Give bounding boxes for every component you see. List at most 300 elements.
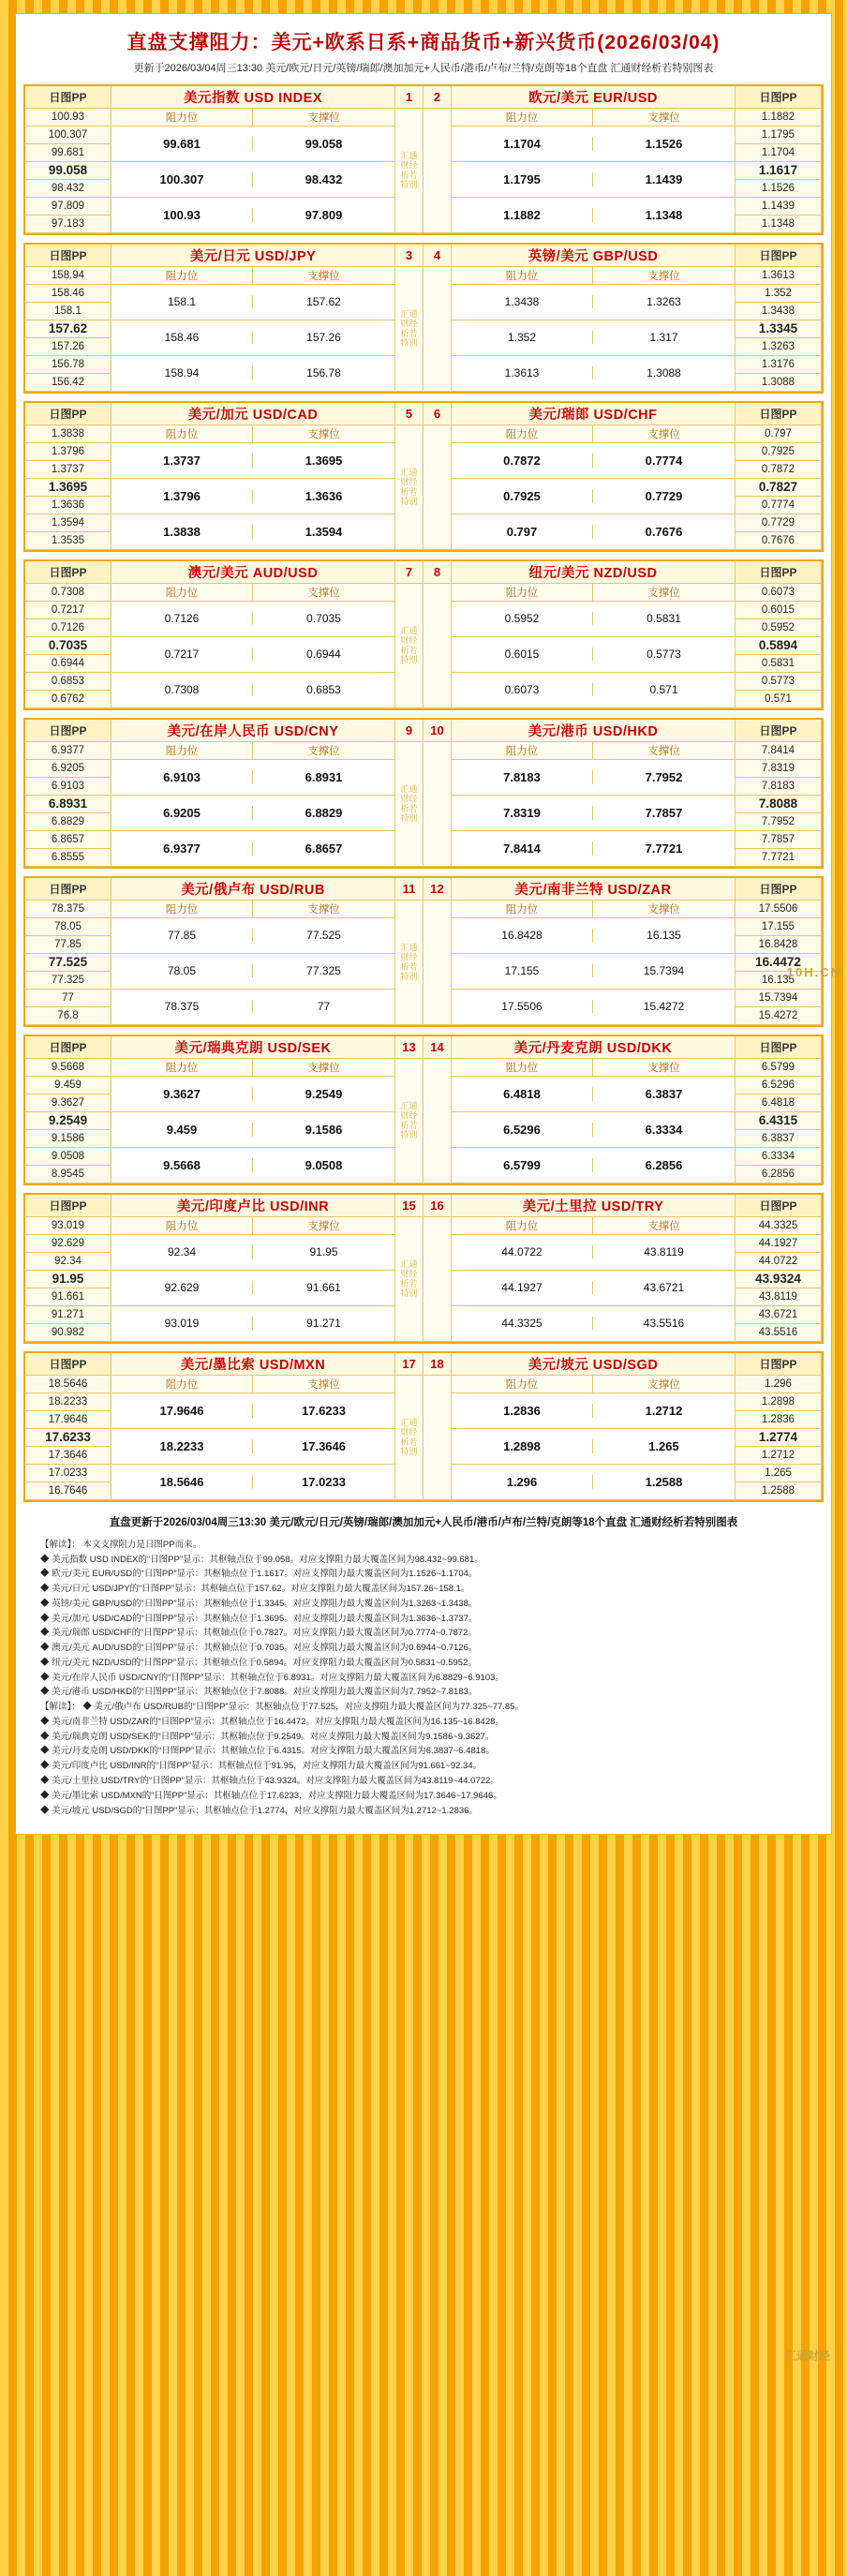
- pp-value: 0.7308: [25, 584, 111, 602]
- spacer-left: [395, 742, 424, 867]
- pp-value: 17.6233: [25, 1429, 111, 1447]
- sub-header-right: [452, 109, 736, 127]
- note-line: ◆ 美元/在岸人民币 USD/CNY的“日图PP”显示：其枢轴点位于6.8931。对应支撑阻力最大覆盖区间为6.8829~6.9103。: [40, 1672, 504, 1683]
- pp-value: 1.1704: [736, 144, 822, 162]
- level-row: [111, 637, 395, 673]
- level-row: [111, 1235, 395, 1271]
- level-row: [111, 1465, 395, 1500]
- pair-number-right: 12: [424, 878, 452, 901]
- support-value: 91.271: [253, 1317, 394, 1330]
- sub-header-left: [111, 742, 395, 760]
- page-subtitle: [23, 61, 824, 84]
- support-label: 支撑位: [307, 903, 340, 916]
- resistance-value: 18.5646: [111, 1475, 253, 1489]
- sub-header-right: [452, 267, 736, 285]
- note-line: ◆ 美元/墨比索 USD/MXN的“日图PP”显示：其枢轴点位于17.6233，对应支撑阻力最大覆盖区间为17.3646~17.9646。: [40, 1790, 502, 1801]
- block-list: [23, 84, 824, 1502]
- resistance-value: 100.307: [111, 172, 253, 186]
- resistance-label: 阻力位: [452, 425, 593, 442]
- pair-number-left: 5: [395, 403, 424, 425]
- spacer-left: [395, 1217, 424, 1342]
- spacer-right: [424, 109, 452, 233]
- watermark-text: 汇通财经 析若特别: [400, 1258, 418, 1298]
- pp-value: 1.3263: [736, 338, 822, 356]
- level-row: [452, 356, 736, 392]
- pp-value: 16.8428: [736, 936, 822, 954]
- level-row: [111, 1077, 395, 1112]
- spacer-right: [424, 901, 452, 1025]
- resistance-label: 阻力位: [111, 901, 253, 917]
- pp-value: 1.3695: [25, 479, 111, 497]
- pp-value: 6.3334: [736, 1148, 822, 1166]
- resistance-value: 16.8428: [452, 929, 593, 942]
- pp-header-right: 日图PP: [736, 403, 822, 425]
- pp-value: 98.432: [25, 180, 111, 198]
- resistance-value: 7.8319: [452, 806, 593, 820]
- spacer-right: [424, 1376, 452, 1500]
- spacer-left: [395, 267, 424, 392]
- note-line: ◆ 美元/南非兰特 USD/ZAR的“日图PP”显示：其枢轴点位于16.4472。对应支撑阻力最大覆盖区间为16.135~16.8428。: [40, 1716, 504, 1727]
- level-row: [452, 954, 736, 990]
- spacer-right: [424, 584, 452, 708]
- pp-value: 17.155: [736, 918, 822, 936]
- resistance-value: 44.0722: [452, 1245, 593, 1258]
- resistance-value: 44.3325: [452, 1317, 593, 1330]
- pair-number-left: 17: [395, 1353, 424, 1376]
- pp-value: 0.6853: [25, 673, 111, 691]
- resistance-value: 6.5799: [452, 1158, 593, 1172]
- watermark-text: 汇通财经 析若特别: [400, 1417, 418, 1456]
- pp-header-right: 日图PP: [736, 1036, 822, 1059]
- resistance-value: 93.019: [111, 1317, 253, 1330]
- resistance-label: 阻力位: [452, 1217, 593, 1234]
- resistance-value: 1.1795: [452, 172, 593, 186]
- spacer-right: [424, 742, 452, 867]
- pp-header-left: 日图PP: [25, 720, 111, 742]
- support-value: 157.26: [253, 331, 394, 344]
- pp-value: 91.661: [25, 1288, 111, 1306]
- resistance-value: 17.5506: [452, 1000, 593, 1013]
- pp-value: 78.05: [25, 918, 111, 936]
- sub-header-right: [452, 901, 736, 918]
- level-row: [111, 760, 395, 796]
- support-label: 支撑位: [307, 1062, 340, 1074]
- pp-value: 1.2712: [736, 1447, 822, 1465]
- resistance-value: 158.1: [111, 295, 253, 308]
- pp-value: 0.5894: [736, 637, 822, 655]
- sub-header-right: [452, 1376, 736, 1393]
- support-label: 支撑位: [307, 1378, 340, 1391]
- pp-value: 1.3796: [25, 443, 111, 461]
- pair-number-left: 13: [395, 1036, 424, 1059]
- pair-number-left: 3: [395, 245, 424, 267]
- level-row: [111, 602, 395, 637]
- resistance-value: 44.1927: [452, 1281, 593, 1294]
- level-row: [111, 1271, 395, 1306]
- level-row: [111, 1393, 395, 1429]
- level-row: [111, 198, 395, 233]
- resistance-value: 1.2836: [452, 1404, 593, 1418]
- support-label: 支撑位: [647, 1062, 680, 1074]
- support-value: 97.809: [253, 208, 394, 222]
- level-row: [452, 990, 736, 1025]
- support-value: 0.5773: [593, 648, 735, 661]
- pair-number-right: 18: [424, 1353, 452, 1376]
- spacer-right: [424, 267, 452, 392]
- support-value: 43.5516: [593, 1317, 735, 1330]
- pp-value: 7.8088: [736, 796, 822, 813]
- pp-value: 9.1586: [25, 1130, 111, 1148]
- pp-value: 44.3325: [736, 1217, 822, 1235]
- sub-header-left: [111, 1376, 395, 1393]
- pair-number-right: 4: [424, 245, 452, 267]
- level-row: [452, 1429, 736, 1465]
- resistance-value: 1.1704: [452, 137, 593, 151]
- level-row: [111, 127, 395, 162]
- support-value: 0.6853: [253, 683, 394, 696]
- sub-header-right: [452, 1217, 736, 1235]
- watermark-text: 汇通财经 析若特别: [400, 150, 418, 189]
- resistance-value: 1.3438: [452, 295, 593, 308]
- pair-title-right: 美元/南非兰特 USD/ZAR: [452, 878, 736, 901]
- sub-header-right: [452, 742, 736, 760]
- level-row: [452, 1235, 736, 1271]
- pp-value: 99.681: [25, 144, 111, 162]
- pp-value: 15.7394: [736, 990, 822, 1007]
- resistance-value: 78.05: [111, 964, 253, 977]
- level-row: [452, 637, 736, 673]
- pp-value: 6.9103: [25, 778, 111, 796]
- resistance-value: 158.94: [111, 366, 253, 380]
- pp-value: 1.296: [736, 1376, 822, 1393]
- pair-title-left: 美元/瑞典克朗 USD/SEK: [111, 1036, 395, 1059]
- resistance-label: 阻力位: [452, 267, 593, 284]
- pp-value: 1.3176: [736, 356, 822, 374]
- pair-number-left: 15: [395, 1195, 424, 1217]
- resistance-value: 9.3627: [111, 1087, 253, 1101]
- pp-value: 1.2898: [736, 1393, 822, 1411]
- note-line: ◆ 美元/港币 USD/HKD的“日图PP”显示：其枢轴点位于7.8088。对应支撑阻力最大覆盖区间为7.7952~7.8183。: [40, 1687, 478, 1698]
- resistance-label: 阻力位: [111, 109, 253, 126]
- pp-value: 43.8119: [736, 1288, 822, 1306]
- pair-number-right: 16: [424, 1195, 452, 1217]
- level-row: [452, 673, 736, 708]
- pp-value: 7.7721: [736, 849, 822, 867]
- level-row: [111, 443, 395, 479]
- brand-watermark: 10H.CN: [786, 965, 841, 979]
- level-row: [452, 796, 736, 831]
- pp-value: 16.4472: [736, 954, 822, 972]
- pp-value: 1.1795: [736, 127, 822, 144]
- pair-block: [23, 718, 824, 869]
- support-value: 17.6233: [253, 1404, 394, 1418]
- pp-value: 17.0233: [25, 1465, 111, 1482]
- watermark-text: 汇通财经 析若特别: [400, 783, 418, 823]
- resistance-value: 9.459: [111, 1123, 253, 1137]
- pp-value: 1.1439: [736, 198, 822, 216]
- spacer-left: [395, 425, 424, 550]
- pp-value: 6.2856: [736, 1166, 822, 1184]
- note-line: ◆ 美元/印度卢比 USD/INR的“日图PP”显示：其枢轴点位于91.95，对应支撑阻力最大覆盖区间为91.661~92.34。: [40, 1761, 483, 1772]
- resistance-value: 1.352: [452, 331, 593, 344]
- pp-value: 0.7729: [736, 514, 822, 532]
- spacer-left: [395, 1059, 424, 1184]
- support-value: 9.2549: [253, 1087, 394, 1101]
- watermark-text: 汇通财经 析若特别: [400, 625, 418, 664]
- note-line: ◆ 美元/丹麦克朗 USD/DKK的“日图PP”显示：其枢轴点位于6.4315。对应支撑阻力最大覆盖区间为6.3837~6.4818。: [40, 1746, 495, 1757]
- pp-value: 0.6944: [25, 655, 111, 673]
- pp-value: 97.183: [25, 216, 111, 233]
- pp-header-left: 日图PP: [25, 1353, 111, 1376]
- resistance-value: 7.8183: [452, 770, 593, 784]
- level-row: [452, 443, 736, 479]
- pp-value: 18.5646: [25, 1376, 111, 1393]
- level-row: [111, 1148, 395, 1184]
- support-value: 6.2856: [593, 1158, 735, 1172]
- support-label: 支撑位: [647, 1378, 680, 1391]
- pp-value: 0.7217: [25, 602, 111, 619]
- pp-value: 157.26: [25, 338, 111, 356]
- pp-value: 0.7126: [25, 619, 111, 637]
- level-row: [111, 831, 395, 867]
- pp-value: 43.6721: [736, 1306, 822, 1324]
- pp-value: 1.3535: [25, 532, 111, 550]
- support-label: 支撑位: [647, 428, 680, 440]
- spacer-right: [424, 1059, 452, 1184]
- resistance-label: 阻力位: [452, 901, 593, 917]
- support-value: 0.7035: [253, 612, 394, 625]
- pp-value: 1.3438: [736, 303, 822, 320]
- resistance-value: 6.5296: [452, 1123, 593, 1137]
- level-row: [452, 320, 736, 356]
- resistance-value: 0.7308: [111, 683, 253, 696]
- support-value: 43.6721: [593, 1281, 735, 1294]
- resistance-value: 18.2233: [111, 1439, 253, 1453]
- level-row: [111, 990, 395, 1025]
- pp-value: 100.307: [25, 127, 111, 144]
- subtitle-text: 美元/欧元/日元/英镑/瑞郎/澳加加元+人民币/港币/卢布/兰特/克朗等18个直盘 汇通财经析若特别图表: [265, 63, 714, 74]
- sub-header-left: [111, 109, 395, 127]
- pair-number-left: 7: [395, 561, 424, 584]
- pp-value: 0.797: [736, 425, 822, 443]
- pair-number-right: 8: [424, 561, 452, 584]
- pair-block: [23, 84, 824, 235]
- pp-value: 9.459: [25, 1077, 111, 1094]
- pair-block: [23, 1035, 824, 1185]
- resistance-value: 1.3737: [111, 454, 253, 468]
- resistance-value: 7.8414: [452, 841, 593, 856]
- page-title: 直盘支撑阻力：美元+欧系日系+商品货币+新兴货币(2026/03/04): [126, 32, 721, 53]
- resistance-label: 阻力位: [111, 267, 253, 284]
- level-row: [452, 198, 736, 233]
- pp-value: 7.7857: [736, 831, 822, 849]
- level-row: [111, 918, 395, 954]
- spacer-left: [395, 1376, 424, 1500]
- pp-value: 1.2836: [736, 1411, 822, 1429]
- support-value: 6.8829: [253, 806, 394, 820]
- pp-value: 6.8829: [25, 813, 111, 831]
- pp-value: 7.7952: [736, 813, 822, 831]
- pp-header-right: 日图PP: [736, 1353, 822, 1376]
- resistance-value: 0.6015: [452, 648, 593, 661]
- note-line: ◆ 英镑/美元 GBP/USD的“日图PP”显示：其枢轴点位于1.3345。对应支撑阻力最大覆盖区间为1.3263~1.3438。: [40, 1598, 478, 1609]
- level-row: [452, 1148, 736, 1184]
- pp-value: 157.62: [25, 320, 111, 338]
- pp-value: 0.6015: [736, 602, 822, 619]
- pp-value: 7.8183: [736, 778, 822, 796]
- pp-value: 6.4818: [736, 1094, 822, 1112]
- pp-value: 0.7827: [736, 479, 822, 497]
- level-row: [452, 1271, 736, 1306]
- resistance-value: 0.7925: [452, 489, 593, 503]
- support-label: 支撑位: [307, 1220, 340, 1232]
- support-value: 99.058: [253, 137, 394, 151]
- pair-number-left: 1: [395, 86, 424, 109]
- pp-value: 100.93: [25, 109, 111, 127]
- support-value: 9.1586: [253, 1123, 394, 1137]
- level-row: [111, 1429, 395, 1465]
- note-line: 【解读】： 本文支撑阻力是日图PP而来。: [40, 1539, 202, 1550]
- support-label: 支撑位: [647, 587, 680, 599]
- spacer-left: [395, 901, 424, 1025]
- pp-value: 17.9646: [25, 1411, 111, 1429]
- pair-title-right: 美元/丹麦克朗 USD/DKK: [452, 1036, 736, 1059]
- resistance-label: 阻力位: [111, 584, 253, 601]
- pp-value: 17.5506: [736, 901, 822, 918]
- spacer-left: [395, 109, 424, 233]
- support-value: 156.78: [253, 366, 394, 380]
- resistance-label: 阻力位: [452, 742, 593, 759]
- pp-value: 1.1526: [736, 180, 822, 198]
- note-line: ◆ 美元指数 USD INDEX的“日图PP”显示：其枢轴点位于99.058。对应支撑阻力最大覆盖区间为98.432~99.681。: [40, 1554, 483, 1565]
- resistance-label: 阻力位: [111, 1059, 253, 1076]
- sub-header-right: [452, 425, 736, 443]
- support-value: 1.3636: [253, 489, 394, 503]
- pp-value: 90.982: [25, 1324, 111, 1342]
- support-label: 支撑位: [307, 112, 340, 124]
- level-row: [111, 673, 395, 708]
- sub-header-left: [111, 1059, 395, 1077]
- resistance-value: 99.681: [111, 137, 253, 151]
- sub-header-left: [111, 901, 395, 918]
- pp-header-right: 日图PP: [736, 86, 822, 109]
- resistance-value: 92.629: [111, 1281, 253, 1294]
- pair-title-right: 美元/土里拉 USD/TRY: [452, 1195, 736, 1217]
- support-value: 9.0508: [253, 1158, 394, 1172]
- pp-header-left: 日图PP: [25, 403, 111, 425]
- pair-title-left: 美元/俄卢布 USD/RUB: [111, 878, 395, 901]
- pp-value: 6.3837: [736, 1130, 822, 1148]
- pp-value: 1.3345: [736, 320, 822, 338]
- resistance-value: 1.2898: [452, 1439, 593, 1453]
- support-value: 1.3088: [593, 366, 735, 380]
- pp-value: 7.8414: [736, 742, 822, 760]
- pair-block: [23, 401, 824, 552]
- pp-value: 91.271: [25, 1306, 111, 1324]
- pp-value: 16.7646: [25, 1482, 111, 1500]
- pp-value: 0.7676: [736, 532, 822, 550]
- pp-value: 8.9545: [25, 1166, 111, 1184]
- pair-number-right: 6: [424, 403, 452, 425]
- level-row: [452, 1393, 736, 1429]
- resistance-value: 17.155: [452, 964, 593, 977]
- sub-header-right: [452, 1059, 736, 1077]
- pp-value: 9.2549: [25, 1112, 111, 1130]
- support-label: 支撑位: [307, 270, 340, 282]
- note-line: ◆ 美元/瑞典克朗 USD/SEK的“日图PP”显示：其枢轴点位于9.2549。对应支撑阻力最大覆盖区间为9.1586~9.3627。: [40, 1731, 495, 1742]
- support-value: 1.3594: [253, 525, 394, 539]
- pp-value: 6.5296: [736, 1077, 822, 1094]
- pp-value: 78.375: [25, 901, 111, 918]
- resistance-value: 0.797: [452, 525, 593, 539]
- pair-title-left: 美元/加元 USD/CAD: [111, 403, 395, 425]
- pp-value: 1.2774: [736, 1429, 822, 1447]
- note-line: ◆ 美元/加元 USD/CAD的“日图PP”显示：其枢轴点位于1.3695。对应支撑阻力最大覆盖区间为1.3636~1.3737。: [40, 1613, 478, 1624]
- support-label: 支撑位: [647, 112, 680, 124]
- pp-value: 9.5668: [25, 1059, 111, 1077]
- resistance-label: 阻力位: [452, 109, 593, 126]
- notes-section: [23, 1535, 824, 1827]
- support-value: 6.3837: [593, 1087, 735, 1101]
- pp-value: 156.42: [25, 374, 111, 392]
- level-row: [452, 760, 736, 796]
- support-value: 0.5831: [593, 612, 735, 625]
- spacer-right: [424, 425, 452, 550]
- support-value: 15.7394: [593, 964, 735, 977]
- pp-value: 6.5799: [736, 1059, 822, 1077]
- resistance-value: 6.4818: [452, 1087, 593, 1101]
- support-value: 0.7676: [593, 525, 735, 539]
- resistance-value: 0.7217: [111, 648, 253, 661]
- pair-number-left: 11: [395, 878, 424, 901]
- pp-value: 1.3636: [25, 497, 111, 514]
- pair-title-left: 澳元/美元 AUD/USD: [111, 561, 395, 584]
- pair-number-right: 14: [424, 1036, 452, 1059]
- resistance-label: 阻力位: [111, 1217, 253, 1234]
- pair-block: [23, 559, 824, 710]
- support-value: 7.7721: [593, 841, 735, 856]
- support-value: 1.2712: [593, 1404, 735, 1418]
- resistance-value: 9.5668: [111, 1158, 253, 1172]
- footer-note: 直盘更新于2026/03/04周三13:30 美元/欧元/日元/英镑/瑞郎/澳加加元+人民币/港币/卢布/兰特/克朗等18个直盘 汇通财经析若特别图表: [109, 1516, 738, 1528]
- pp-value: 0.6073: [736, 584, 822, 602]
- pair-block: [23, 1351, 824, 1502]
- support-value: 0.7729: [593, 489, 735, 503]
- resistance-value: 1.3838: [111, 525, 253, 539]
- pp-value: 6.8931: [25, 796, 111, 813]
- support-value: 1.3695: [253, 454, 394, 468]
- support-label: 支撑位: [307, 428, 340, 440]
- pair-title-right: 美元/瑞郎 USD/CHF: [452, 403, 736, 425]
- pair-number-right: 10: [424, 720, 452, 742]
- resistance-value: 0.7126: [111, 612, 253, 625]
- resistance-value: 6.9103: [111, 770, 253, 784]
- resistance-value: 6.9205: [111, 806, 253, 820]
- level-row: [111, 356, 395, 392]
- support-value: 1.1348: [593, 208, 735, 222]
- pp-value: 0.7925: [736, 443, 822, 461]
- note-line: ◆ 美元/土里拉 USD/TRY的“日图PP”显示：其枢轴点位于43.9324。对应支撑阻力最大覆盖区间为43.8119~44.0722。: [40, 1776, 499, 1786]
- pair-block: [23, 876, 824, 1027]
- support-value: 1.1439: [593, 172, 735, 186]
- support-label: 支撑位: [307, 745, 340, 757]
- pp-value: 0.7035: [25, 637, 111, 655]
- watermark-text: 汇通财经 析若特别: [400, 308, 418, 348]
- sub-header-right: [452, 584, 736, 602]
- pp-value: 1.3088: [736, 374, 822, 392]
- pp-value: 1.2588: [736, 1482, 822, 1500]
- support-value: 1.3263: [593, 295, 735, 308]
